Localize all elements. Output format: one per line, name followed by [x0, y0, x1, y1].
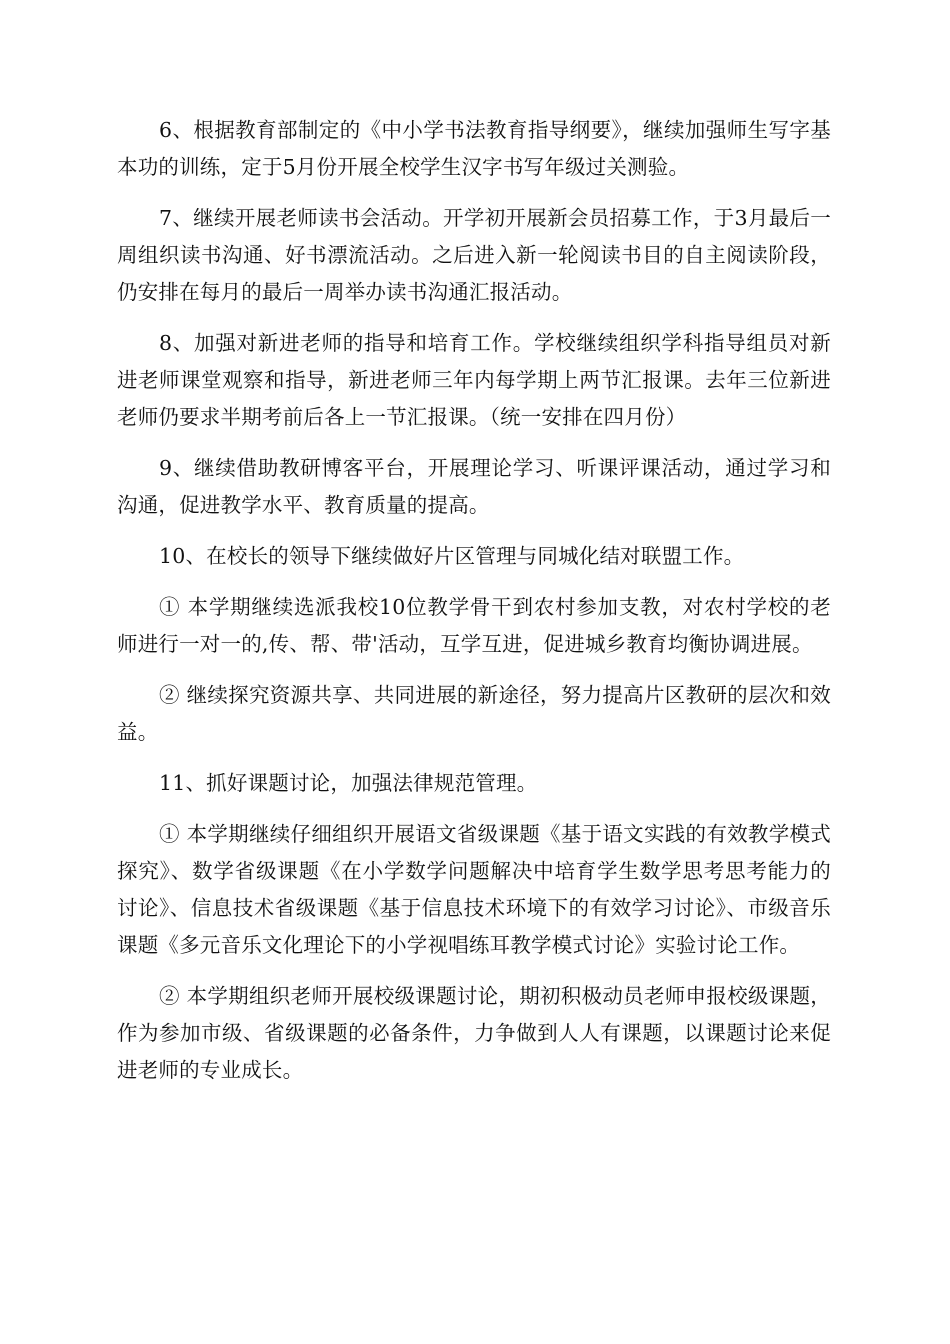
paragraph-subitem-10-1: ① 本学期继续选派我校10位教学骨干到农村参加支教，对农村学校的老师进行一对一的,传、帮、带'活动，互学互进，促进城乡教育均衡协调进展。: [117, 595, 831, 656]
paragraph-subitem-10-2: ② 继续探究资源共享、共同进展的新途径，努力提高片区教研的层次和效益。: [117, 683, 831, 744]
paragraph-item-8: 8、加强对新进老师的指导和培育工作。学校继续组织学科指导组员对新进老师课堂观察和指导，新进老师三年内每学期上两节汇报课。去年三位新进老师仍要求半期考前后各上一节汇报课。（统一安排在四月份）: [117, 331, 831, 429]
paragraph-item-6: 6、根据教育部制定的《中小学书法教育指导纲要》，继续加强师生写字基本功的训练，定于5月份开展全校学生汉字书写年级过关测验。: [117, 118, 831, 179]
paragraph-item-11: 11、抓好课题讨论，加强法律规范管理。: [159, 771, 538, 795]
paragraph-item-9: 9、继续借助教研博客平台，开展理论学习、听课评课活动，通过学习和沟通，促进教学水平、教育质量的提高。: [117, 456, 831, 517]
paragraph-item-10: 10、在校长的领导下继续做好片区管理与同城化结对联盟工作。: [159, 544, 745, 568]
paragraph-subitem-11-2: ② 本学期组织老师开展校级课题讨论，期初积极动员老师申报校级课题，作为参加市级、省级课题的必备条件，力争做到人人有课题，以课题讨论来促进老师的专业成长。: [117, 984, 831, 1082]
paragraph-subitem-11-1: ① 本学期继续仔细组织开展语文省级课题《基于语文实践的有效教学模式探究》、数学省级课题《在小学数学问题解决中培育学生数学思考思考能力的讨论》、信息技术省级课题《基于信息技术环境下的有效学习讨论》、市级音乐课题《多元音乐文化理论下的小学视唱练耳教学模式讨论》实验讨论工作。: [117, 822, 831, 957]
paragraph-item-7: 7、继续开展老师读书会活动。开学初开展新会员招募工作，于3月最后一周组织读书沟通、好书漂流活动。之后进入新一轮阅读书目的自主阅读阶段，仍安排在每月的最后一周举办读书沟通汇报活动。: [117, 206, 831, 304]
document-body: [117, 112, 831, 1103]
